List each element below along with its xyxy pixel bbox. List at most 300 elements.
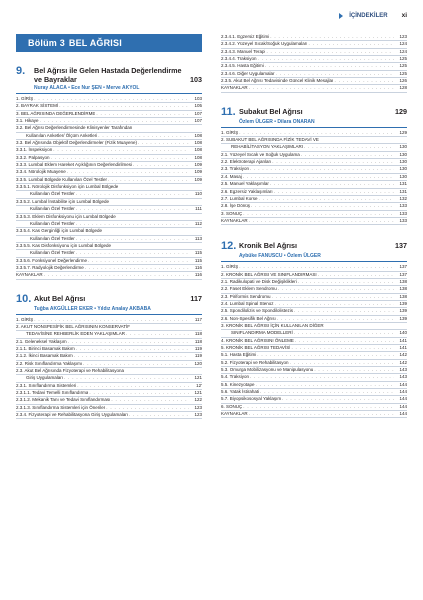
leader-dots [59, 103, 189, 109]
toc-entry-title: 3.3.4. Nörolojik Muayene [16, 169, 66, 175]
toc-entry-title: KAYNAKLAR [221, 411, 248, 417]
toc-entry-page: 131 [399, 181, 407, 187]
toc-entry[interactable] [16, 155, 202, 162]
toc-entry-title: 5.2. Fizyoterapi ve Rehabilitasyon [221, 359, 289, 365]
toc-entry-title: 2.3.4.1. Egzersiz Eğitimi [221, 34, 270, 39]
leader-dots [68, 339, 189, 345]
leader-dots [64, 375, 189, 381]
toc-entry[interactable] [221, 374, 407, 381]
toc-entry-page: 130 [399, 173, 407, 179]
right-column [221, 34, 407, 426]
leader-dots [76, 221, 189, 227]
toc-entry[interactable] [221, 152, 407, 159]
toc-entry-title: 2. BAYRAK SİSTEMİ [16, 103, 59, 109]
chapter-rule [16, 93, 202, 94]
toc-entry[interactable] [16, 96, 202, 103]
toc-entry-page: 123 [399, 34, 407, 39]
toc-entry[interactable] [16, 147, 202, 154]
toc-entry-title: 2. AKUT NONSPESİFİK BEL AĞRISININ KONSERVATİF [16, 323, 131, 329]
toc-entry[interactable] [221, 159, 407, 166]
toc-entry-title: 2.6. Egzersiz Yaklaşımları [221, 188, 273, 194]
toc-entry-title: 2.3.4. Fizyoterapi ve Rehabilitasyona Giriş Uygulamaları [16, 412, 129, 418]
leader-dots [256, 382, 394, 388]
toc-entry-title: Kullanılan Özel Testler [30, 250, 75, 256]
chapter-page: 137 [395, 241, 407, 251]
toc-entry-page: 138 [399, 286, 407, 292]
chapter-authors: Özlem ÜLGER • Dilara ONARAN [239, 118, 315, 125]
toc-entry-title: 3.3.5.4. Kas Gerginliği için Lumbal Bölgede [16, 228, 103, 234]
toc-entry[interactable] [16, 397, 202, 404]
toc-entry-page: 12' [196, 382, 202, 388]
toc-entry[interactable] [16, 383, 202, 390]
toc-entry-title: 3.3.5.3. Eklem Disfonksiyonu için Lumbal Bölgede [16, 213, 116, 219]
toc-entry[interactable] [221, 411, 407, 418]
toc-entry-title: 2.3.4.4. Traksiyon [221, 56, 257, 62]
leader-dots [275, 301, 394, 307]
toc-entry[interactable] [16, 162, 202, 169]
toc-entry-page: 122 [194, 397, 202, 403]
toc-entry[interactable] [16, 258, 202, 265]
toc-entry-title: 1. GİRİŞ [221, 129, 239, 135]
leader-dots [243, 211, 394, 217]
leader-dots [133, 162, 189, 168]
toc-entry-page: 129 [399, 129, 407, 135]
chapter-rule [221, 127, 407, 128]
toc-entry[interactable] [221, 345, 407, 352]
toc-entry[interactable] [221, 166, 407, 173]
toc-entry-page: 139 [399, 308, 407, 314]
toc-entry[interactable] [221, 144, 407, 151]
toc-entry[interactable] [221, 218, 407, 225]
toc-entry-title: 2.5. Manuel Yaklaşımlar [221, 181, 269, 187]
toc-entry[interactable] [16, 375, 202, 382]
toc-entry-title: 2.3.1.3. Sınıflandırma Sistemleri için Öneriler [16, 404, 106, 410]
toc-entry-page: 110 [194, 191, 202, 197]
leader-dots [76, 191, 189, 197]
leader-dots [85, 265, 189, 271]
toc-entry[interactable] [16, 331, 202, 338]
toc-entry-page: 115 [194, 250, 202, 256]
toc-entry[interactable] [16, 390, 202, 397]
toc-entry-title: 2.1. Yüzeyel Sıcak ve Soğuk Uygulama [221, 151, 300, 157]
toc-entry-title: 3.3.5. Lumbal Bölgede Kullanılan Özel Testler [16, 176, 107, 182]
toc-entry-title: 6. SONUÇ [221, 403, 243, 409]
toc-entry-page: 107 [194, 110, 202, 116]
leader-dots [34, 317, 189, 323]
toc-entry-page: 108 [194, 154, 202, 160]
toc-entry-title: 2.3.5. Akut Bel Ağrısı Tedavisinde Güncel Klinik Mesajlar [221, 78, 334, 84]
toc-entry-page: 133 [399, 210, 407, 216]
toc-entry[interactable] [221, 196, 407, 203]
toc-entry-title: 3.3.5.2. Lumbal İnstabilite için Lumbal Bölgede [16, 198, 110, 204]
toc-entry[interactable] [221, 41, 407, 48]
toc-entry-title: Kullanılan Anketler/ Ölçüm Anketleri [26, 132, 98, 138]
leader-dots [249, 411, 394, 417]
toc-entry-title: 2.3.4.3. Manuel Terapi [221, 48, 266, 54]
leader-dots [308, 41, 394, 47]
toc-entry-title: 2.8. İşe Dönüş [221, 203, 251, 209]
toc-entry[interactable] [16, 228, 202, 235]
toc-entry[interactable] [16, 317, 202, 324]
running-header [339, 12, 407, 19]
leader-dots [295, 338, 394, 344]
toc-entry-page: 116 [194, 272, 202, 278]
toc-entry[interactable] [221, 308, 407, 315]
toc-entry-page: 121 [194, 390, 202, 396]
toc-entry[interactable] [16, 199, 202, 206]
header-label: İÇİNDEKİLER [349, 12, 388, 19]
toc-entry-page: 125 [399, 70, 407, 76]
toc-entry[interactable] [221, 360, 407, 367]
toc-entry[interactable] [221, 137, 407, 144]
toc-entry-title: Kullanılan Özel Testler [30, 191, 75, 197]
toc-entry[interactable] [221, 367, 407, 374]
toc-entry-title: 3.2. Bel Ağrısı Değerlendirmesinde Klinisyenler Tarafından [16, 125, 133, 131]
leader-dots [274, 189, 394, 195]
toc-entry-page: 125 [399, 63, 407, 69]
toc-entry-page: 139 [399, 300, 407, 306]
right-chapters [221, 103, 407, 419]
chapter-number: 9. [16, 65, 26, 77]
toc-entry[interactable] [16, 140, 202, 147]
chapter-block [16, 290, 202, 420]
toc-entry[interactable] [16, 339, 202, 346]
toc-entry-title: 3.1. Hikaye [16, 118, 39, 124]
toc-entry-page: 142 [399, 359, 407, 365]
toc-entry[interactable] [221, 78, 407, 85]
toc-entry-title: 2.2. Elektroterapi Ajanları [221, 159, 272, 165]
toc-entry-page: 144 [399, 389, 407, 395]
chapter-rule [221, 261, 407, 262]
toc-entry-title: 3.3. Bel Ağrısında Objektif Değerlendirmeler (Fizik Muayene) [16, 140, 138, 146]
toc-entry-title: 5. KRONİK BEL AĞRISI TEDAVİSİ [221, 345, 291, 350]
toc-entry[interactable] [16, 243, 202, 250]
toc-entry-title: 2.3.1. Sınıflandırma Sistemleri [16, 382, 77, 388]
leader-dots [239, 264, 394, 270]
toc-entry-page: 107 [194, 118, 202, 124]
toc-entry[interactable] [16, 346, 202, 353]
toc-entry-page: 131 [399, 188, 407, 194]
toc-entry-title: SINIFLANDIRMA MODELLERİ [231, 330, 293, 336]
chapter-toc-list [16, 317, 202, 420]
toc-entry[interactable] [221, 189, 407, 196]
toc-entry-page: 120 [194, 360, 202, 366]
toc-entry[interactable] [16, 236, 202, 243]
toc-entry[interactable] [16, 125, 202, 132]
toc-entry[interactable] [221, 301, 407, 308]
toc-entry[interactable] [221, 330, 407, 337]
toc-entry[interactable] [16, 169, 202, 176]
leader-dots [251, 203, 394, 209]
toc-entry[interactable] [221, 316, 407, 323]
leader-dots [88, 258, 189, 264]
toc-entry-page: 119 [194, 353, 202, 359]
leader-dots [249, 85, 394, 91]
toc-entry-page: 109 [194, 162, 202, 168]
left-chapters [16, 62, 202, 419]
toc-entry-title: Kullanılan Özel Testler [30, 206, 75, 212]
chapter-heading[interactable] [16, 290, 202, 305]
toc-entry-page: 137 [399, 271, 407, 277]
toc-entry-page: 116 [194, 264, 202, 270]
toc-entry-page: 144 [399, 411, 407, 417]
leader-dots [77, 383, 189, 389]
toc-entry-page: 124 [399, 48, 407, 54]
toc-entry-title: 2.4. Lumbal Spinal Stenoz [221, 300, 274, 306]
leader-dots [294, 330, 394, 336]
toc-entry[interactable] [221, 264, 407, 271]
leader-dots [301, 152, 394, 158]
toc-entry-title: 4. KRONİK BEL AĞRISINI ÖNLEME [221, 337, 294, 343]
toc-entry[interactable] [221, 203, 407, 210]
toc-entry[interactable] [16, 324, 202, 331]
toc-entry-page: 133 [399, 217, 407, 223]
toc-entry-page: 105 [194, 103, 202, 109]
chapter-page: 117 [190, 293, 202, 303]
leader-dots [276, 71, 394, 77]
leader-dots [96, 111, 189, 117]
toc-entry-title: 2. SUBAKUT BEL AĞRISINDA FİZİK TEDAVİ VE [221, 137, 319, 143]
toc-entry[interactable] [221, 338, 407, 345]
toc-entry-title: 2.1.1. Birinci Basamak Bakım [16, 345, 75, 351]
chapter-authors: Tuğba AKGÜLLER EKER • Yıldız Analay AKBABA [34, 305, 151, 312]
toc-entry[interactable] [16, 361, 202, 368]
toc-entry[interactable] [221, 323, 407, 330]
chapter-heading[interactable] [16, 62, 202, 84]
leader-dots [314, 367, 394, 373]
leader-dots [83, 361, 189, 367]
toc-entry-page: 112 [194, 220, 202, 226]
toc-entry-title: 2.3. Akut Bel Ağrısında Fizyoterapi ve Rehabilitasyona [16, 368, 125, 373]
toc-entry-title: 2.3. Traksiyon [221, 166, 250, 172]
leader-dots [250, 166, 394, 172]
toc-entry-page: 111 [195, 206, 202, 212]
toc-entry-title: Giriş Uygulamaları [26, 375, 64, 381]
toc-entry-page: 113 [194, 235, 202, 241]
toc-entry-page: 140 [399, 330, 407, 336]
leader-dots [126, 331, 189, 337]
chapter-authors: Aybüke FANUSCU • Özlem ÜLGER [239, 253, 321, 260]
page-number: xi [401, 12, 407, 19]
chapter-toc-list [16, 96, 202, 280]
leader-dots [266, 49, 394, 55]
toc-entry-page: 121 [194, 375, 202, 381]
toc-entry-title: REHABİLİTASYON YAKLAŞIMLARI [231, 144, 304, 150]
toc-entry-title: 5.1. Hasta Eğitimi [221, 352, 257, 358]
toc-entry[interactable] [221, 56, 407, 63]
chapter-block [221, 237, 407, 418]
toc-entry-title: 2.6. Non-Spesifik Bel Ağrısı [221, 315, 276, 321]
triangle-icon [339, 13, 343, 19]
toc-entry-title: TEDAVİSİNE REHBERLİK EDEN YAKLAŞIMLAR [26, 331, 126, 337]
toc-entry[interactable] [221, 174, 407, 181]
toc-entry[interactable] [221, 396, 407, 403]
toc-entry-page: 119 [194, 345, 202, 351]
section-label: Bölüm 3 [28, 38, 65, 48]
leader-dots [294, 308, 394, 314]
toc-entry[interactable] [221, 49, 407, 56]
leader-dots [138, 140, 189, 146]
chapter-title: Kronik Bel Ağrısı [239, 241, 298, 251]
leader-dots [282, 396, 394, 402]
toc-entry-title: 2.3. Piriformis Sendromu [221, 293, 271, 299]
leader-dots [278, 286, 394, 292]
toc-entry-page: 132 [399, 195, 407, 201]
toc-entry[interactable] [221, 63, 407, 70]
leader-dots [291, 345, 394, 351]
toc-entry-page: 137 [399, 264, 407, 270]
leader-dots [243, 404, 394, 410]
toc-entry-title: Kullanılan Özel Testler [30, 220, 75, 226]
toc-entry[interactable] [16, 111, 202, 118]
toc-entry[interactable] [16, 103, 202, 110]
toc-entry[interactable] [221, 71, 407, 78]
toc-entry[interactable] [221, 34, 407, 41]
leader-dots [40, 118, 189, 124]
chapter-number: 12. [221, 240, 237, 253]
leader-dots [34, 96, 189, 102]
toc-entry[interactable] [16, 405, 202, 412]
leader-dots [76, 236, 189, 242]
toc-entry-title: 2.3.4.5. Hasta Eğitimi [221, 63, 264, 69]
toc-entry-title: 3.3.3. Lumbal Eklem Hareket Açıklığının Değerlendirilmesi [16, 162, 133, 168]
chapter-rule [16, 314, 202, 315]
toc-entry-title: 1. GİRİŞ [16, 316, 34, 322]
toc-entry-title: 3.3.5.6. Fonksiyonel Değerlendirme [16, 257, 88, 263]
toc-entry-page: 143 [399, 367, 407, 373]
toc-entry-page: 108 [194, 147, 202, 153]
toc-entry[interactable] [221, 352, 407, 359]
leader-dots [258, 56, 394, 62]
toc-entry-page: 130 [399, 159, 407, 165]
chapter-toc-list [221, 130, 407, 225]
chapter-page: 103 [190, 75, 202, 84]
toc-entry-page: 141 [399, 337, 407, 343]
toc-entry[interactable] [16, 184, 202, 191]
leader-dots [270, 181, 394, 187]
toc-entry-page: 123 [194, 404, 202, 410]
toc-entry-title: 2.2. Faset Eklem Sendromu [221, 286, 277, 292]
leader-dots [298, 279, 394, 285]
toc-entry-title: 2.1. Geleneksel Yaklaşım [16, 338, 67, 344]
chapter-number: 10. [16, 292, 32, 305]
toc-entry-title: 2.7. Lumbal Korse [221, 195, 258, 201]
toc-entry-title: 2.1. Radikulopati ve Disk Değişiklikleri [221, 278, 297, 284]
toc-entry[interactable] [16, 214, 202, 221]
leader-dots [334, 78, 394, 84]
toc-entry-page: 130 [399, 166, 407, 172]
toc-entry-page: 118 [194, 331, 202, 337]
chapter-heading[interactable] [221, 237, 407, 252]
toc-entry-title: 2.5. Spondilolizis ve Spondilolistezis [221, 308, 294, 314]
leader-dots [74, 353, 189, 359]
toc-entry-page: 133 [399, 203, 407, 209]
toc-entry-page: 108 [194, 140, 202, 146]
toc-entry[interactable] [16, 368, 202, 375]
leader-dots [108, 177, 189, 183]
toc-entry-title: 2.2. Risk Sınıflandırma Yaklaşımı [16, 360, 83, 366]
continued-toc-list [221, 34, 407, 93]
toc-entry[interactable] [221, 272, 407, 279]
leader-dots [51, 155, 189, 161]
toc-entry-title: 5.7. Biyopsikososyal Yaklaşım [221, 396, 282, 402]
toc-entry-title: KAYNAKLAR [221, 217, 248, 223]
toc-entry[interactable] [221, 389, 407, 396]
leader-dots [270, 34, 394, 40]
toc-entry-page: 128 [399, 85, 407, 91]
left-column [16, 34, 202, 427]
toc-entry[interactable] [16, 177, 202, 184]
toc-entry-page: 138 [399, 293, 407, 299]
toc-entry[interactable] [221, 181, 407, 188]
toc-entry[interactable] [16, 353, 202, 360]
leader-dots [290, 360, 394, 366]
toc-entry-title: 2.3.4.6. Diğer Uygulamalar [221, 70, 275, 76]
toc-entry-page: 124 [399, 41, 407, 47]
leader-dots [277, 316, 394, 322]
chapter-title: Bel Ağrısı ile Gelen Hastada Değerlendirme ve Bayraklar [34, 66, 182, 84]
toc-entry-title: 1. GİRİŞ [221, 264, 239, 270]
toc-entry-title: 3.3.1. İnspeksiyon [16, 147, 53, 153]
toc-entry[interactable] [16, 133, 202, 140]
toc-entry[interactable] [221, 286, 407, 293]
toc-entry[interactable] [16, 191, 202, 198]
toc-entry[interactable] [221, 294, 407, 301]
chapter-authors: Nuray ALACA • Ece Nur ŞEN • Merve AKYOL [34, 85, 140, 91]
toc-entry-title: 5.5. Kinezyotape [221, 381, 255, 387]
chapter-heading[interactable] [221, 103, 407, 118]
toc-entry[interactable] [221, 404, 407, 411]
leader-dots [272, 159, 394, 165]
toc-entry-title: 3.3.5.7. Radyolojik Değerlendirme [16, 264, 84, 270]
toc-entry[interactable] [221, 85, 407, 92]
toc-entry-page: 103 [194, 96, 202, 101]
toc-entry[interactable] [221, 130, 407, 137]
leader-dots [318, 272, 394, 278]
toc-entry[interactable] [16, 206, 202, 213]
toc-entry-title: 3.3.5.5. Kas Disfonksiyonu için Lumbal Bölgede [16, 242, 112, 248]
toc-entry-title: Kullanılan Özel Testler [30, 235, 75, 241]
toc-entry[interactable] [221, 382, 407, 389]
leader-dots [111, 397, 189, 403]
leader-dots [106, 405, 189, 411]
toc-entry-page: 109 [194, 169, 202, 175]
leader-dots [243, 174, 394, 180]
toc-entry[interactable] [221, 211, 407, 218]
toc-entry-title: 2.4. Masaj [221, 173, 242, 179]
toc-entry[interactable] [16, 250, 202, 257]
leader-dots [257, 352, 394, 358]
toc-entry[interactable] [16, 265, 202, 272]
toc-entry[interactable] [16, 221, 202, 228]
leader-dots [272, 294, 394, 300]
toc-entry-title: 5.3. Omurga Mobilizasyonu ve Manipulasyonu [221, 367, 314, 373]
leader-dots [239, 130, 394, 136]
toc-entry[interactable] [16, 272, 202, 279]
toc-entry-title: 3. SONUÇ [221, 210, 243, 216]
toc-entry-title: 1. GİRİŞ [16, 96, 34, 101]
toc-entry-title: 2.3.1.1. Tedavi Temelli Sınıflandırma [16, 390, 89, 396]
toc-entry-page: 117 [194, 316, 202, 322]
toc-entry-page: 130 [399, 144, 407, 150]
toc-entry[interactable] [16, 412, 202, 419]
toc-entry[interactable] [16, 118, 202, 125]
toc-entry-page: 142 [399, 352, 407, 358]
toc-entry-title: 5.6. Yatak İstirahati [221, 389, 260, 395]
toc-entry-title: 3. KRONİK BEL AĞRISI İÇİN KULLANILAN DİĞER [221, 322, 324, 328]
toc-entry-page: 138 [399, 278, 407, 284]
toc-entry[interactable] [221, 279, 407, 286]
